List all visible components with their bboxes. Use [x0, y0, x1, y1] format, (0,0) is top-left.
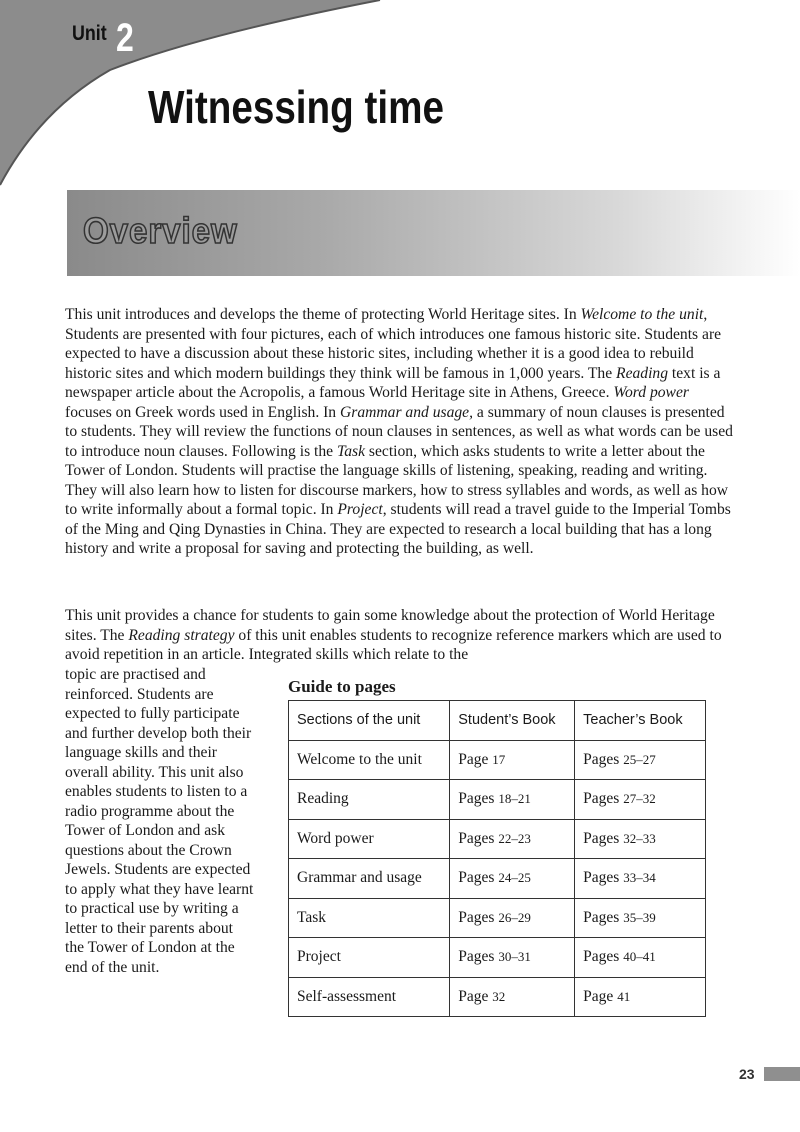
students-book-cell — [450, 780, 575, 820]
students-book-cell — [450, 938, 575, 978]
teachers-book-cell — [575, 898, 706, 938]
table-header-row — [289, 701, 706, 741]
page-range: 33–34 — [623, 870, 656, 886]
students-book-cell — [450, 859, 575, 899]
table-row — [289, 898, 706, 938]
teachers-book-cell — [575, 819, 706, 859]
text-run: of this unit enables students to recognize reference markers which are used to avoid repetition in an article. Integrated skills which relate to the — [65, 626, 722, 663]
page-word: Pages — [583, 750, 620, 768]
text-run: This unit provides a chance for students to gain some knowledge about the protection of World Heritage sites. The — [65, 607, 715, 644]
table-row — [289, 938, 706, 978]
page-word: Pages — [583, 790, 620, 808]
page-range: 41 — [617, 988, 631, 1004]
page-range: 22–23 — [498, 830, 531, 846]
page-word: Pages — [458, 908, 495, 926]
italic-run: Task — [337, 442, 366, 460]
overview-banner — [67, 190, 800, 276]
text-run: section, which asks students to write a letter about the Tower of London. Students will practise the language skills of listening, speaking, reading and writing. They will also learn how to listen for discourse markers, how to stress syllables and words, as well as how to write informally about a formal topic. In — [65, 442, 729, 518]
page-word: Pages — [583, 908, 620, 926]
page-range: 32–33 — [623, 830, 656, 846]
table-row — [289, 740, 706, 780]
teachers-book-cell — [575, 977, 706, 1017]
page-word: Pages — [458, 829, 495, 847]
header-teachers-book: Teacher’s Book — [575, 701, 706, 741]
text-run: a summary of noun clauses is presented to students. They will review the functions of noun clauses in sentences, as well as what words can be used to introduce noun clauses. Following is the — [65, 403, 733, 460]
page-word: Pages — [583, 869, 620, 887]
unit-word: Unit — [72, 22, 107, 45]
page-range: 17 — [492, 751, 506, 767]
page-range: 24–25 — [498, 870, 531, 886]
page-range: 25–27 — [623, 751, 656, 767]
guide-to-pages-table — [288, 700, 706, 1017]
overview-paragraph-2 — [65, 606, 733, 665]
page-range: 18–21 — [498, 791, 531, 807]
italic-run: Reading — [616, 364, 669, 382]
overview-paragraph-2-continued: topic are practised and reinforced. Students are expected to fully participate and further develop both their language skills and their overall ability. This unit also enables students to listen to a radio programme about the Tower of London and ask questions about the Crown Jewels. Students are expected to apply what they have learnt to practical use by writing a letter to their parents about the Tower of London at the end of the unit. — [65, 666, 254, 976]
unit-number: 2 — [116, 16, 134, 60]
page-range: 40–41 — [623, 949, 656, 965]
section-cell: Grammar and usage — [289, 859, 450, 899]
teachers-book-cell — [575, 780, 706, 820]
table-row — [289, 780, 706, 820]
page-word: Pages — [583, 829, 620, 847]
section-cell: Reading — [289, 780, 450, 820]
header-students-book: Student’s Book — [450, 701, 575, 741]
section-cell: Project — [289, 938, 450, 978]
overview-paragraph-1 — [65, 305, 733, 559]
italic-run: Project — [337, 501, 383, 518]
text-run: focuses on Greek words used in English. In — [65, 403, 341, 421]
page-word: Pages — [458, 948, 495, 966]
page-word: Page — [583, 987, 614, 1005]
teachers-book-cell — [575, 938, 706, 978]
page-word: Pages — [583, 948, 620, 966]
table-body — [289, 740, 706, 1017]
page-number: 23 — [739, 1066, 755, 1082]
text-run: , students will read a travel guide to the Imperial Tombs of the Ming and Qing Dynasties in China. They are expected to research a local building that has a long history and write a proposal for saving and protecting the building, as well. — [65, 501, 731, 557]
overview-heading: Overview — [83, 210, 238, 251]
section-cell: Welcome to the unit — [289, 740, 450, 780]
unit-label — [72, 16, 134, 60]
page-range: 30–31 — [498, 949, 531, 965]
guide-heading: Guide to pages — [288, 677, 396, 696]
italic-run: Word power — [613, 384, 689, 401]
text-run: This unit introduces and develops the theme of protecting World Heritage sites. In — [65, 306, 581, 323]
page-range: 35–39 — [623, 909, 656, 925]
italic-run: Welcome to the unit — [580, 306, 704, 323]
students-book-cell — [450, 740, 575, 780]
page-word: Pages — [458, 790, 495, 808]
table-row — [289, 977, 706, 1017]
section-cell: Task — [289, 898, 450, 938]
unit-title: Witnessing time — [148, 81, 444, 133]
table-row — [289, 819, 706, 859]
italic-run: Reading strategy — [128, 626, 235, 644]
teachers-book-cell — [575, 859, 706, 899]
page-word: Page — [458, 987, 489, 1005]
section-cell: Self-assessment — [289, 977, 450, 1017]
page-word: Pages — [458, 869, 495, 887]
students-book-cell — [450, 977, 575, 1017]
teachers-book-cell — [575, 740, 706, 780]
page-word: Page — [458, 750, 489, 768]
text-run: text is a newspaper article about the Acropolis, a famous World Heritage site in Athens, Greece. — [65, 364, 721, 401]
page-number-bar — [764, 1067, 800, 1081]
page-range: 26–29 — [498, 909, 531, 925]
section-cell: Word power — [289, 819, 450, 859]
table-row — [289, 859, 706, 899]
students-book-cell — [450, 898, 575, 938]
text-run: , Students are presented with four pictures, each of which introduces one famous historic site. Students are expected to have a discussion about these historic sites, including whether it is a good idea to rebuild historic sites and which modern buildings they think will be famous in 1,000 years. The — [65, 306, 722, 382]
header-sections: Sections of the unit — [289, 701, 450, 741]
page-range: 27–32 — [623, 791, 656, 807]
students-book-cell — [450, 819, 575, 859]
italic-run: Grammar and usage, — [340, 403, 473, 421]
page-range: 32 — [492, 988, 506, 1004]
